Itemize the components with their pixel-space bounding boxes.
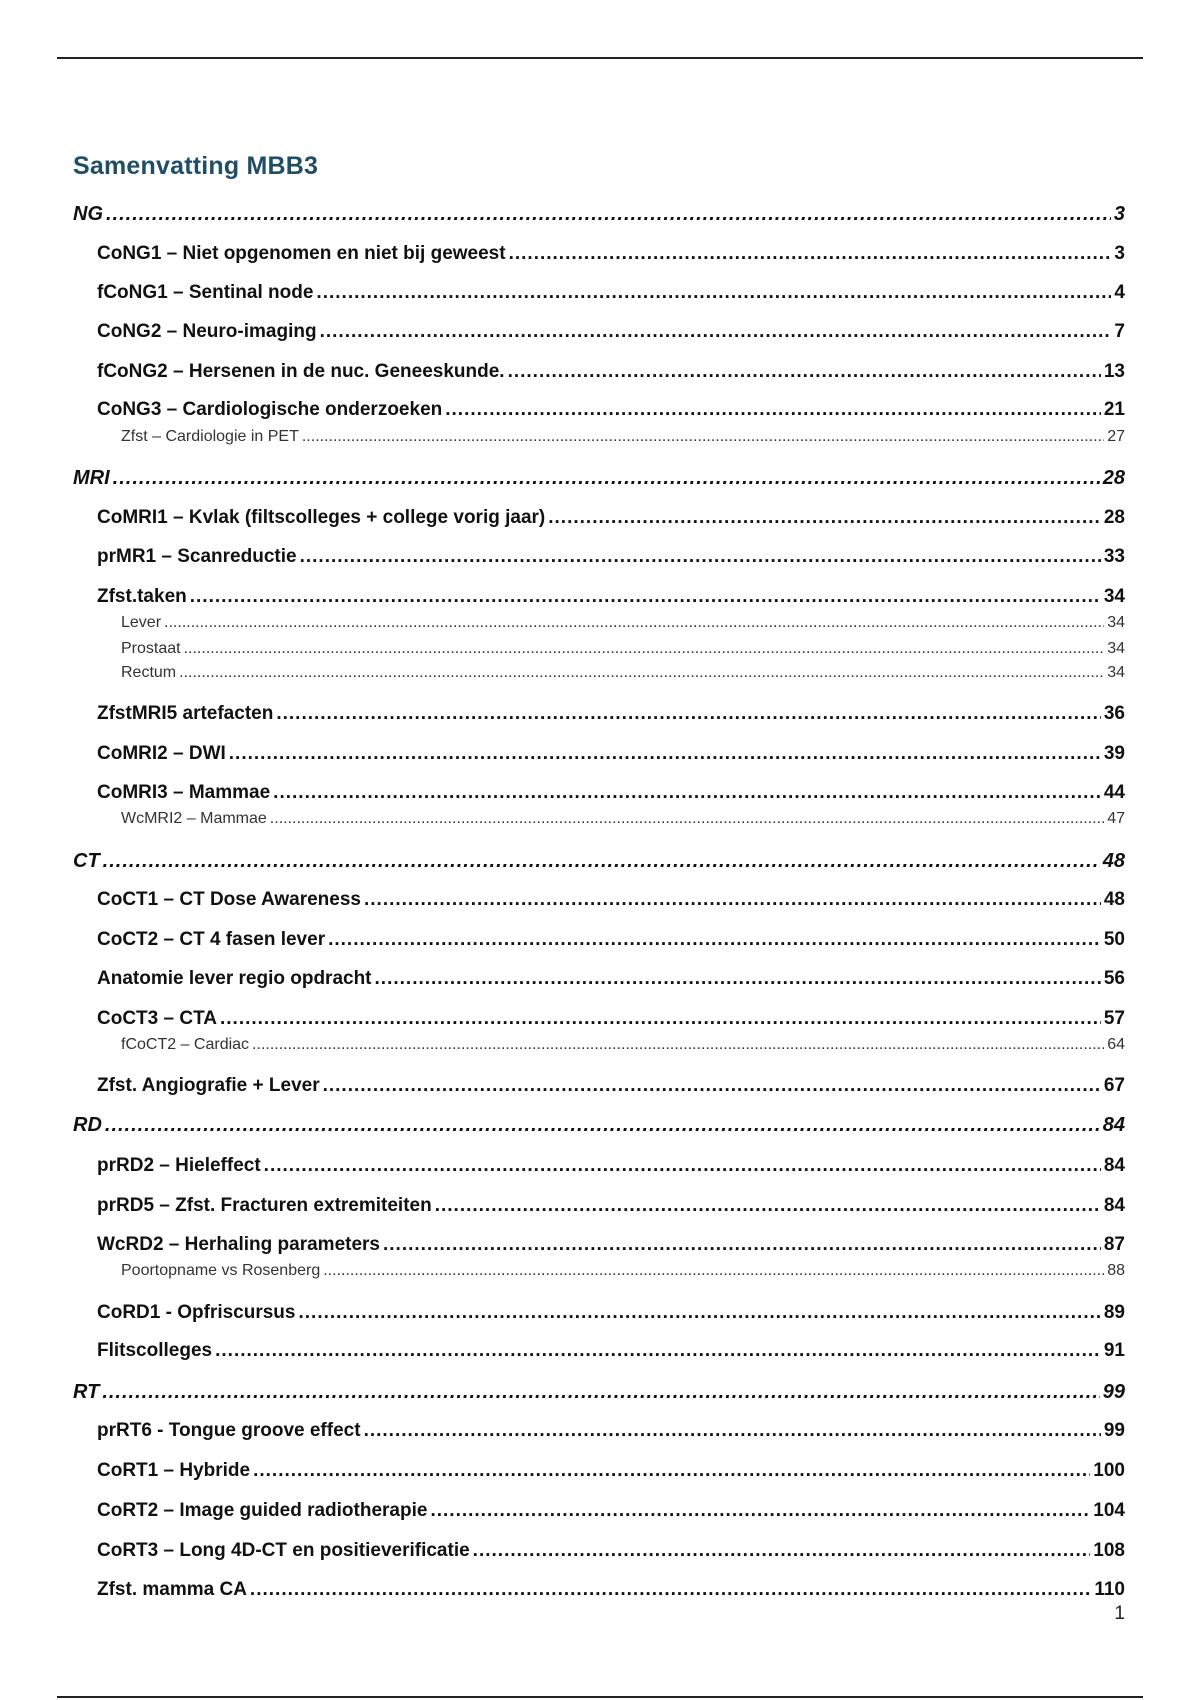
toc-entry-page: 47 bbox=[1107, 810, 1125, 827]
toc-entry[interactable] bbox=[97, 1075, 1125, 1097]
toc-dot-leader bbox=[252, 1036, 1104, 1054]
toc-dot-leader bbox=[276, 703, 1101, 725]
toc-entry[interactable] bbox=[97, 507, 1125, 529]
page-number: 1 bbox=[1114, 1603, 1125, 1624]
toc-entry-label: MRI bbox=[73, 467, 110, 489]
toc-entry-label: CoCT3 – CTA bbox=[97, 1008, 217, 1029]
toc-entry-label: CoRT1 – Hybride bbox=[97, 1460, 251, 1481]
toc-subentry[interactable] bbox=[121, 1036, 1125, 1054]
toc-entry-label: Lever bbox=[121, 614, 162, 631]
toc-entry-label: Anatomie lever regio opdracht bbox=[97, 968, 372, 989]
toc-dot-leader bbox=[364, 889, 1101, 911]
toc-entry-page: 50 bbox=[1103, 929, 1125, 950]
toc-dot-leader bbox=[328, 929, 1101, 951]
toc-entry-label: WcMRI2 – Mammae bbox=[121, 810, 267, 827]
toc-entry-label: CoMRI2 – DWI bbox=[97, 743, 226, 764]
toc-entry-label: Zfst.taken bbox=[97, 586, 187, 607]
toc-entry-page: 36 bbox=[1103, 703, 1125, 724]
toc-dot-leader bbox=[215, 1340, 1101, 1362]
toc-entry-page: 34 bbox=[1103, 586, 1125, 607]
toc-entry-label: ZfstMRI5 artefacten bbox=[97, 703, 274, 724]
toc-entry[interactable] bbox=[97, 1008, 1125, 1030]
toc-dot-leader bbox=[184, 640, 1105, 658]
toc-entry[interactable] bbox=[97, 1234, 1125, 1256]
toc-entry-label: WcRD2 – Herhaling parameters bbox=[97, 1234, 380, 1255]
toc-entry-page: 99 bbox=[1103, 1420, 1125, 1441]
toc-entry-label: CoMRI1 – Kvlak (filtscolleges + college vorig jaar) bbox=[97, 507, 546, 528]
toc-entry-page: 91 bbox=[1103, 1340, 1125, 1361]
toc-entry[interactable] bbox=[97, 586, 1125, 608]
toc-entry-page: 88 bbox=[1107, 1262, 1125, 1279]
toc-entry-page: 84 bbox=[1102, 1114, 1125, 1136]
toc-entry-label: NG bbox=[73, 203, 103, 225]
toc-subentry[interactable] bbox=[121, 1262, 1125, 1280]
toc-entry[interactable] bbox=[97, 1460, 1125, 1482]
toc-entry-label: prMR1 – Scanreductie bbox=[97, 546, 297, 567]
toc-entry-label: Poortopname vs Rosenberg bbox=[121, 1262, 321, 1279]
toc-entry-label: Prostaat bbox=[121, 640, 181, 657]
toc-entry-page: 44 bbox=[1103, 782, 1125, 803]
toc-entry-page: 48 bbox=[1102, 850, 1125, 872]
header-rule bbox=[57, 57, 1143, 59]
toc-section-entry[interactable] bbox=[73, 850, 1125, 873]
toc-dot-leader bbox=[383, 1234, 1101, 1256]
toc-entry-label: CoNG2 – Neuro-imaging bbox=[97, 321, 317, 342]
toc-dot-leader bbox=[250, 1579, 1091, 1601]
toc-dot-leader bbox=[323, 1262, 1104, 1280]
toc-entry-page: 64 bbox=[1107, 1036, 1125, 1053]
toc-dot-leader bbox=[105, 1114, 1100, 1137]
toc-dot-leader bbox=[298, 1302, 1100, 1324]
toc-entry[interactable] bbox=[97, 703, 1125, 725]
toc-dot-leader bbox=[220, 1008, 1101, 1030]
toc-dot-leader bbox=[229, 743, 1101, 765]
toc-entry-page: 84 bbox=[1103, 1195, 1125, 1216]
toc-entry-label: Flitscolleges bbox=[97, 1340, 213, 1361]
toc-entry-page: 110 bbox=[1094, 1579, 1125, 1600]
toc-entry-page: 27 bbox=[1107, 428, 1125, 445]
toc-dot-leader bbox=[375, 968, 1101, 990]
toc-entry-label: prRT6 - Tongue groove effect bbox=[97, 1420, 361, 1441]
toc-entry-label: Zfst. Angiografie + Lever bbox=[97, 1075, 320, 1096]
toc-entry-label: prRD2 – Hieleffect bbox=[97, 1155, 261, 1176]
toc-entry-label: Zfst – Cardiologie in PET bbox=[121, 428, 299, 445]
toc-entry-page: 34 bbox=[1107, 664, 1125, 681]
toc-dot-leader bbox=[113, 467, 1100, 490]
toc-entry-page: 57 bbox=[1103, 1008, 1125, 1029]
toc-dot-leader bbox=[302, 428, 1104, 446]
toc-subentry[interactable] bbox=[121, 810, 1125, 828]
toc-entry-page: 7 bbox=[1114, 321, 1125, 342]
toc-entry-page: 34 bbox=[1107, 614, 1125, 631]
toc-dot-leader bbox=[435, 1195, 1101, 1217]
toc-entry-label: CoRD1 - Opfriscursus bbox=[97, 1302, 296, 1323]
toc-dot-leader bbox=[548, 507, 1101, 529]
toc-dot-leader bbox=[473, 1540, 1091, 1562]
toc-entry-label: CoRT2 – Image guided radiotherapie bbox=[97, 1500, 428, 1521]
toc-entry-label: CoRT3 – Long 4D-CT en positieverificatie bbox=[97, 1540, 470, 1561]
toc-section-entry[interactable] bbox=[73, 1114, 1125, 1137]
toc-dot-leader bbox=[253, 1460, 1090, 1482]
toc-entry[interactable] bbox=[97, 1579, 1125, 1601]
toc-entry-page: 3 bbox=[1114, 243, 1125, 264]
toc-entry-page: 104 bbox=[1093, 1500, 1125, 1521]
toc-entry-label: CoMRI3 – Mammae bbox=[97, 782, 271, 803]
toc-entry-label: prRD5 – Zfst. Fracturen extremiteiten bbox=[97, 1195, 432, 1216]
footer-rule bbox=[57, 1696, 1143, 1698]
toc-entry[interactable] bbox=[97, 282, 1125, 304]
toc-entry[interactable] bbox=[97, 1420, 1125, 1442]
toc-dot-leader bbox=[323, 1075, 1101, 1097]
toc-entry-page: 67 bbox=[1103, 1075, 1125, 1096]
toc-entry[interactable] bbox=[97, 782, 1125, 804]
toc-dot-leader bbox=[320, 321, 1112, 343]
toc-entry-page: 33 bbox=[1103, 546, 1125, 567]
toc-entry-page: 99 bbox=[1102, 1381, 1125, 1403]
toc-entry[interactable] bbox=[97, 1155, 1125, 1177]
toc-entry-label: CT bbox=[73, 850, 100, 872]
toc-entry-page: 34 bbox=[1107, 640, 1125, 657]
toc-entry-page: 108 bbox=[1093, 1540, 1125, 1561]
toc-entry[interactable] bbox=[97, 546, 1125, 568]
toc-entry-page: 87 bbox=[1103, 1234, 1125, 1255]
toc-entry-label: Zfst. mamma CA bbox=[97, 1579, 247, 1600]
toc-section-entry[interactable] bbox=[73, 1381, 1125, 1404]
toc-dot-leader bbox=[316, 282, 1111, 304]
toc-entry[interactable] bbox=[97, 968, 1125, 990]
toc-entry-label: CoNG3 – Cardiologische onderzoeken bbox=[97, 399, 443, 420]
toc-dot-leader bbox=[270, 810, 1104, 828]
toc-dot-leader bbox=[300, 546, 1101, 568]
toc-dot-leader bbox=[273, 782, 1101, 804]
document-title: Samenvatting MBB3 bbox=[73, 152, 319, 180]
toc-entry-label: CoNG1 – Niet opgenomen en niet bij geweest bbox=[97, 243, 506, 264]
toc-dot-leader bbox=[445, 399, 1101, 421]
toc-entry[interactable] bbox=[97, 1500, 1125, 1522]
toc-entry[interactable] bbox=[97, 1340, 1125, 1362]
toc-entry-page: 56 bbox=[1103, 968, 1125, 989]
toc-entry-page: 28 bbox=[1103, 507, 1125, 528]
toc-entry-page: 39 bbox=[1103, 743, 1125, 764]
toc-entry[interactable] bbox=[97, 929, 1125, 951]
toc-entry[interactable] bbox=[97, 243, 1125, 265]
toc-dot-leader bbox=[190, 586, 1101, 608]
toc-entry-page: 28 bbox=[1102, 467, 1125, 489]
toc-entry[interactable] bbox=[97, 743, 1125, 765]
toc-entry-label: CoCT1 – CT Dose Awareness bbox=[97, 889, 361, 910]
toc-entry-label: fCoNG2 – Hersenen in de nuc. Geneeskunde. bbox=[97, 361, 505, 382]
toc-dot-leader bbox=[106, 203, 1111, 226]
toc-dot-leader bbox=[264, 1155, 1101, 1177]
toc-dot-leader bbox=[102, 1381, 1099, 1404]
toc-entry-page: 21 bbox=[1103, 399, 1125, 420]
toc-entry[interactable] bbox=[97, 321, 1125, 343]
toc-entry-label: RT bbox=[73, 1381, 100, 1403]
toc-entry-page: 3 bbox=[1113, 203, 1125, 225]
toc-subentry[interactable] bbox=[121, 614, 1125, 632]
toc-entry[interactable] bbox=[97, 399, 1125, 421]
toc-section-entry[interactable] bbox=[73, 467, 1125, 490]
toc-entry-label: Rectum bbox=[121, 664, 177, 681]
toc-subentry[interactable] bbox=[121, 428, 1125, 446]
toc-dot-leader bbox=[364, 1420, 1101, 1442]
toc-entry[interactable] bbox=[97, 1195, 1125, 1217]
toc-section-entry[interactable] bbox=[73, 203, 1125, 226]
toc-entry[interactable] bbox=[97, 889, 1125, 911]
toc-dot-leader bbox=[164, 614, 1104, 632]
toc-entry-page: 48 bbox=[1103, 889, 1125, 910]
toc-dot-leader bbox=[103, 850, 1100, 873]
toc-subentry[interactable] bbox=[121, 640, 1125, 658]
toc-entry-label: CoCT2 – CT 4 fasen lever bbox=[97, 929, 326, 950]
toc-subentry[interactable] bbox=[121, 664, 1125, 682]
toc-entry-label: fCoNG1 – Sentinal node bbox=[97, 282, 314, 303]
toc-entry-page: 84 bbox=[1103, 1155, 1125, 1176]
toc-entry-page: 13 bbox=[1103, 361, 1125, 382]
toc-entry[interactable] bbox=[97, 1302, 1125, 1324]
toc-dot-leader bbox=[430, 1500, 1090, 1522]
toc-entry[interactable] bbox=[97, 1540, 1125, 1562]
toc-entry-page: 4 bbox=[1114, 282, 1125, 303]
toc-entry[interactable] bbox=[97, 361, 1125, 383]
toc-dot-leader bbox=[509, 243, 1112, 265]
toc-entry-page: 89 bbox=[1103, 1302, 1125, 1323]
toc-dot-leader bbox=[179, 664, 1104, 682]
toc-entry-label: fCoCT2 – Cardiac bbox=[121, 1036, 250, 1053]
toc-dot-leader bbox=[508, 361, 1101, 383]
toc-entry-page: 100 bbox=[1093, 1460, 1125, 1481]
toc-entry-label: RD bbox=[73, 1114, 102, 1136]
